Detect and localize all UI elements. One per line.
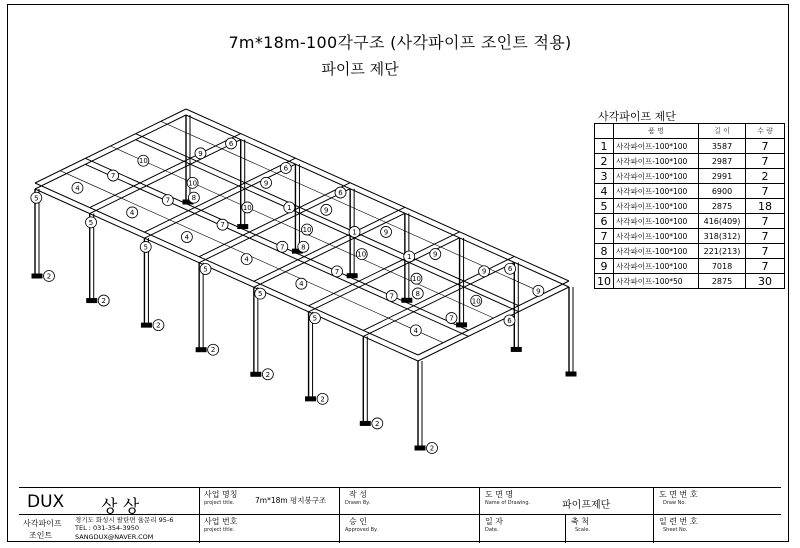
scale-label: 축 척 [571, 517, 589, 526]
part-marker [317, 393, 328, 404]
project-title-sub: project title. [204, 500, 235, 506]
row-length: 3587 [699, 139, 746, 154]
cut-table-row [595, 139, 785, 154]
svg-text:2: 2 [429, 444, 435, 453]
part-marker [208, 344, 219, 355]
date-sub: Date. [485, 527, 499, 533]
row-name: 사각파이프-100*100 [614, 169, 699, 184]
svg-text:5: 5 [88, 218, 94, 227]
svg-text:4: 4 [129, 208, 135, 217]
svg-text:7: 7 [110, 172, 116, 181]
svg-text:6: 6 [338, 189, 343, 198]
svg-text:2: 2 [210, 346, 216, 355]
cut-table-row [595, 274, 785, 289]
company-address: 경기도 화성시 팔탄면 율문리 95-6 [75, 516, 174, 524]
row-qty: 18 [746, 199, 785, 214]
svg-text:9: 9 [536, 287, 541, 296]
svg-text:1: 1 [407, 253, 412, 262]
svg-text:10: 10 [412, 275, 421, 284]
column-base-plate [238, 225, 248, 229]
cut-table-row [595, 154, 785, 169]
svg-text:10: 10 [188, 179, 198, 188]
part-marker [127, 207, 138, 218]
frame-member [35, 183, 421, 355]
part-marker [262, 369, 273, 380]
column-base-plate [415, 446, 425, 450]
part-marker [533, 285, 544, 296]
svg-text:8: 8 [191, 194, 197, 203]
svg-text:10: 10 [302, 226, 312, 235]
length-header: 길 이 [699, 124, 746, 139]
drawing-no-label: 도 면 번 호 [659, 490, 698, 499]
part-marker [138, 155, 149, 166]
svg-text:6: 6 [283, 164, 289, 173]
scale-sub: Scale. [575, 527, 591, 533]
project-no-label: 사업 번호 [204, 517, 238, 526]
svg-text:4: 4 [244, 255, 249, 264]
column-base-plate [457, 323, 467, 327]
column-base-plate [347, 274, 357, 278]
project-title-label: 사업 명칭 [204, 490, 238, 499]
project-title-value: 7m*18m 평지붕구조 [255, 496, 327, 505]
part-marker [430, 249, 441, 260]
cut-table-title: 사각파이프 제단 [598, 110, 676, 123]
drawn-by-sub: Drawn By. [345, 500, 371, 506]
part-marker [195, 148, 206, 159]
cut-table-row [595, 184, 785, 199]
part-marker [31, 192, 42, 203]
svg-text:6: 6 [228, 139, 234, 148]
part-marker [200, 264, 211, 275]
drawing-title: 7m*18m-100각구조 (사각파이프 조인트 적용) [228, 33, 572, 52]
drawing-name-label: 도 면 명 [485, 490, 514, 499]
column-base-plate [511, 347, 521, 351]
part-marker [335, 187, 346, 198]
part-marker [44, 271, 55, 282]
svg-text:2: 2 [265, 370, 271, 379]
svg-text:9: 9 [198, 149, 203, 158]
cut-table-row [595, 259, 785, 274]
frame-member [35, 189, 421, 361]
svg-text:7: 7 [389, 292, 394, 301]
column-base-plate [141, 323, 151, 327]
part-marker [386, 290, 397, 301]
row-length: 2991 [699, 169, 746, 184]
svg-text:5: 5 [203, 265, 208, 274]
row-number: 7 [595, 229, 614, 244]
row-name: 사각파이프-100*100 [614, 184, 699, 199]
svg-text:9: 9 [324, 206, 329, 215]
column-base-plate [251, 372, 261, 376]
part-marker [181, 232, 192, 243]
svg-text:1: 1 [287, 203, 292, 212]
row-name: 사각파이프-100*100 [614, 214, 699, 229]
part-marker [280, 163, 291, 174]
approved-by-sub: Approved By. [345, 527, 378, 533]
row-name: 사각파이프-100*100 [614, 139, 699, 154]
row-number: 4 [595, 184, 614, 199]
part-marker [72, 182, 83, 193]
part-marker [411, 273, 422, 284]
svg-text:5: 5 [257, 290, 263, 299]
part-marker [284, 202, 295, 213]
sheet-no-sub: Sheet No. [663, 527, 688, 533]
name-header: 품 명 [614, 124, 699, 139]
part-marker [241, 254, 252, 265]
row-name: 사각파이프-100*100 [614, 259, 699, 274]
svg-text:7: 7 [449, 314, 454, 323]
frame-member [136, 134, 519, 306]
part-marker [255, 288, 266, 299]
part-marker [140, 241, 151, 252]
cut-table [594, 123, 785, 289]
row-number: 1 [595, 139, 614, 154]
row-length: 2875 [699, 199, 746, 214]
part-marker [261, 177, 272, 188]
no-header [595, 124, 614, 139]
cut-table-row [595, 214, 785, 229]
row-name: 사각파이프-100*100 [614, 229, 699, 244]
row-qty: 7 [746, 229, 785, 244]
row-qty: 7 [746, 184, 785, 199]
company-name: 상 상 [101, 497, 140, 517]
column-base-plate [360, 421, 370, 425]
cut-table-row [595, 169, 785, 184]
frame-member [136, 140, 519, 312]
svg-text:2: 2 [375, 419, 380, 428]
row-name: 사각파이프-100*50 [614, 274, 699, 289]
cut-table-row [595, 199, 785, 214]
row-number: 8 [595, 244, 614, 259]
sheet-no-label: 일 련 번 호 [659, 517, 698, 526]
drawing-name-sub: Name of Drawing. [485, 500, 531, 506]
part-marker [162, 195, 173, 206]
part-marker [404, 251, 415, 262]
part-marker [188, 192, 199, 203]
svg-text:2: 2 [156, 321, 161, 330]
svg-text:7: 7 [220, 221, 225, 230]
row-number: 3 [595, 169, 614, 184]
column-base-plate [306, 397, 316, 401]
part-marker [108, 170, 119, 181]
svg-text:10: 10 [471, 297, 481, 306]
row-number: 6 [595, 214, 614, 229]
row-qty: 7 [746, 139, 785, 154]
svg-text:6: 6 [507, 265, 513, 274]
svg-text:4: 4 [184, 233, 190, 242]
part-marker [242, 202, 253, 213]
row-qty: 2 [746, 169, 785, 184]
column-base-plate [566, 372, 576, 376]
part-marker [410, 325, 421, 336]
column-base-plate [402, 298, 412, 302]
svg-text:10: 10 [357, 250, 367, 259]
company-email: SANGDUX@NAVER.COM [75, 533, 154, 541]
part-marker [98, 295, 109, 306]
svg-text:7: 7 [280, 243, 285, 252]
row-length: 6900 [699, 184, 746, 199]
row-length: 416(409) [699, 214, 746, 229]
svg-text:8: 8 [415, 289, 421, 298]
part-marker [479, 266, 490, 277]
project-no-sub: project title. [204, 527, 235, 533]
part-marker [504, 315, 515, 326]
svg-text:7: 7 [165, 196, 171, 205]
row-qty: 7 [746, 214, 785, 229]
svg-text:4: 4 [413, 326, 419, 335]
company-logo: DUX [27, 492, 65, 512]
row-qty: 7 [746, 259, 785, 274]
part-marker [187, 177, 198, 188]
product-line1: 사각파이프 [23, 519, 62, 528]
part-marker [302, 224, 313, 235]
qty-header: 수 량 [746, 124, 785, 139]
part-marker [471, 295, 482, 306]
cut-table-row [595, 244, 785, 259]
row-qty: 30 [746, 274, 785, 289]
svg-text:9: 9 [433, 250, 438, 259]
part-marker [349, 226, 360, 237]
part-marker [372, 418, 383, 429]
svg-text:2: 2 [101, 297, 106, 306]
part-marker [296, 278, 307, 289]
row-number: 2 [595, 154, 614, 169]
cut-table-row [595, 229, 785, 244]
part-marker [446, 313, 457, 324]
approved-by-label: 승 인 [349, 517, 367, 526]
svg-text:10: 10 [242, 203, 252, 212]
row-name: 사각파이프-100*100 [614, 199, 699, 214]
part-marker [309, 313, 320, 324]
svg-text:5: 5 [143, 243, 148, 252]
part-marker [277, 241, 288, 252]
part-marker [298, 241, 309, 252]
part-marker [86, 217, 97, 228]
svg-text:9: 9 [263, 179, 269, 188]
row-length: 221(213) [699, 244, 746, 259]
row-length: 2875 [699, 274, 746, 289]
row-number: 9 [595, 259, 614, 274]
svg-text:4: 4 [75, 184, 80, 193]
drawn-by-label: 작 성 [349, 490, 367, 499]
svg-text:5: 5 [34, 194, 39, 203]
row-name: 사각파이프-100*100 [614, 154, 699, 169]
drawing-no-sub: Draw No. [663, 500, 686, 506]
svg-text:8: 8 [301, 243, 306, 252]
svg-text:9: 9 [383, 228, 389, 237]
svg-text:10: 10 [138, 157, 148, 166]
part-marker [505, 263, 516, 274]
row-name: 사각파이프-100*100 [614, 244, 699, 259]
part-marker [381, 226, 392, 237]
svg-text:1: 1 [352, 228, 357, 237]
row-qty: 7 [746, 154, 785, 169]
svg-text:9: 9 [481, 267, 487, 276]
cut-table-header [595, 124, 785, 139]
title-block [19, 487, 781, 542]
svg-text:4: 4 [299, 280, 304, 289]
svg-text:6: 6 [507, 316, 512, 325]
product-line2: 조인트 [29, 531, 53, 540]
part-marker [427, 443, 438, 454]
date-label: 일 자 [485, 517, 503, 526]
part-marker [153, 320, 164, 331]
drawing-subtitle: 파이프 제단 [321, 60, 399, 78]
part-marker [332, 266, 343, 277]
svg-text:5: 5 [312, 314, 318, 323]
svg-text:2: 2 [46, 272, 52, 281]
row-length: 7018 [699, 259, 746, 274]
row-qty: 7 [746, 244, 785, 259]
row-number: 5 [595, 199, 614, 214]
column-base-plate [87, 299, 97, 303]
part-marker [217, 219, 228, 230]
row-length: 318(312) [699, 229, 746, 244]
svg-text:7: 7 [334, 267, 340, 276]
part-markers [31, 138, 544, 454]
column-base-plate [32, 274, 42, 278]
row-number: 10 [595, 274, 614, 289]
part-marker [226, 138, 237, 149]
row-length: 2987 [699, 154, 746, 169]
part-marker [412, 288, 423, 299]
part-marker [356, 249, 367, 260]
company-tel: TEL : 031-354-3950 [75, 524, 140, 532]
part-marker [321, 204, 332, 215]
column-base-plate [196, 348, 206, 352]
drawing-name-value: 파이프제단 [562, 500, 611, 511]
svg-text:2: 2 [320, 395, 325, 404]
